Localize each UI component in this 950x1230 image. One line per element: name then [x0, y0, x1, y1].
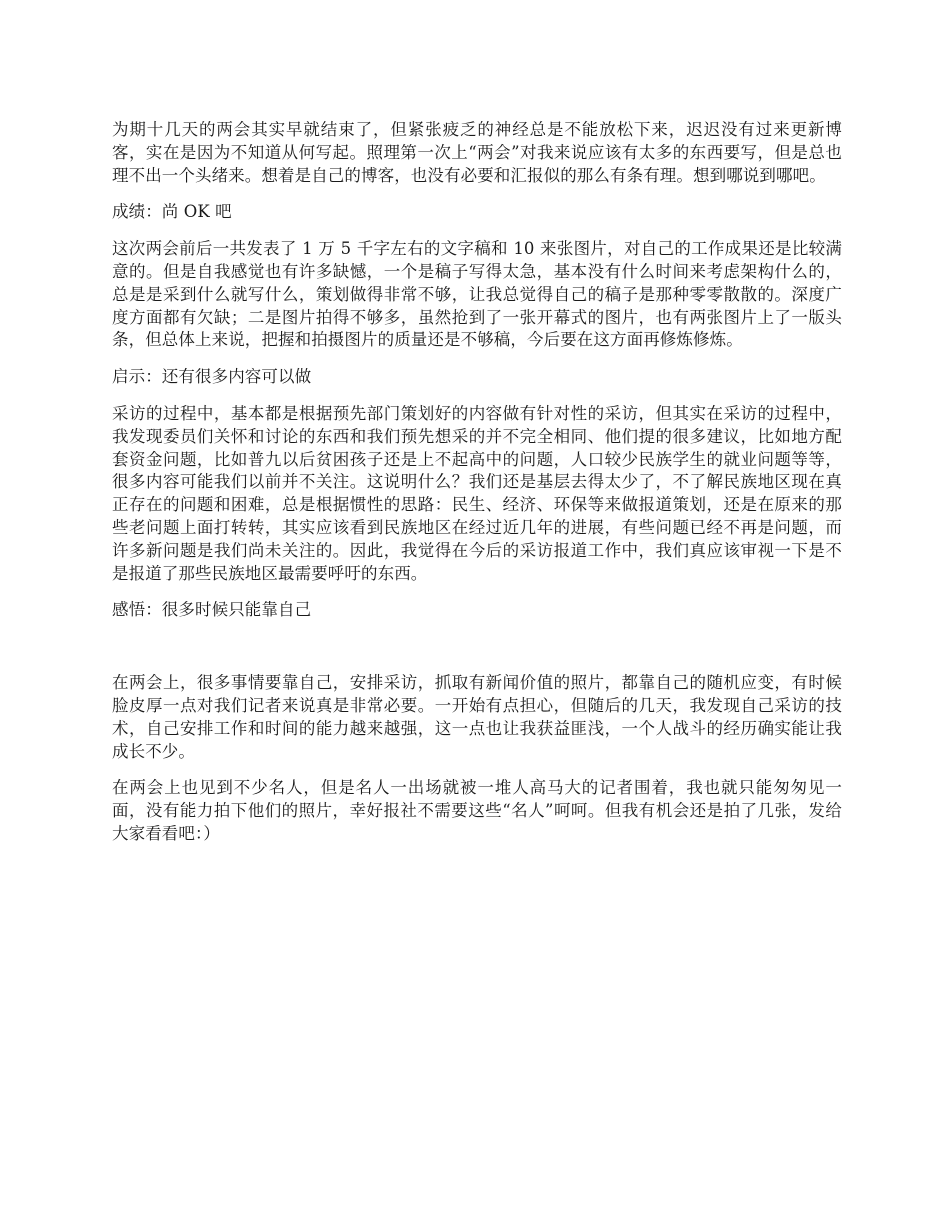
- results-paragraph: 这次两会前后一共发表了 1 万 5 千字左右的文字稿和 10 来张图片，对自己的工作成果还是比较满意的。但是自我感觉也有许多缺憾，一个是稿子写得太急，基本没有什么时间来考虑架构什么的，总是是采到什么就写什么，策划做得非常不够，让我总觉得自己的稿子是那种零零散散的。深度广度方面都有欠缺；二是图片拍得不够多，虽然抢到了一张开幕式的图片，也有两张图片上了一版头条，但总体上来说，把握和拍摄图片的质量还是不够稿，今后要在这方面再修炼修炼。: [112, 239, 842, 350]
- article-body: [112, 119, 842, 860]
- intro-paragraph: 为期十几天的两会其实早就结束了，但紧张疲乏的神经总是不能放松下来，迟迟没有过来更新博客，实在是因为不知道从何写起。照理第一次上“两会”对我来说应该有太多的东西要写，但是总也理不出一个头绪来。想着是自己的博客，也没有必要和汇报似的那么有条有理。想到哪说到哪吧。: [112, 120, 842, 185]
- section-heading-insights: 启示：还有很多内容可以做: [112, 367, 312, 387]
- closing-paragraph: 在两会上也见到不少名人，但是名人一出场就被一堆人高马大的记者围着，我也就只能匆匆见一面，没有能力拍下他们的照片，幸好报社不需要这些“名人”呵呵。但我有机会还是拍了几张，发给大家看看吧：）: [112, 778, 842, 843]
- insights-paragraph: 采访的过程中，基本都是根据预先部门策划好的内容做有针对性的采访，但其实在采访的过程中，我发现委员们关怀和讨论的东西和我们预先想采的并不完全相同、他们提的很多建议，比如地方配套资金问题，比如普九以后贫困孩子还是上不起高中的问题，人口较少民族学生的就业问题等等，很多内容可能我们以前并不关注。这说明什么？我们还是基层去得太少了，不了解民族地区现在真正存在的问题和困难，总是根据惯性的思路：民生、经济、环保等来做报道策划，还是在原来的那些老问题上面打转转，其实应该看到民族地区在经过近几年的进展，有些问题已经不再是问题，而许多新问题是我们尚未关注的。因此，我觉得在今后的采访报道工作中，我们真应该审视一下是不是报道了那些民族地区最需要呼吁的东西。: [112, 403, 842, 583]
- reflections-paragraph: 在两会上，很多事情要靠自己，安排采访，抓取有新闻价值的照片，都靠自己的随机应变，有时候脸皮厚一点对我们记者来说真是非常必要。一开始有点担心，但随后的几天，我发现自己采访的技术，自己安排工作和时间的能力越来越强，这一点也让我获益匪浅，一个人战斗的经历确实能让我成长不少。: [112, 673, 842, 761]
- section-heading-reflections: 感悟：很多时候只能靠自己: [112, 600, 312, 620]
- section-heading-results: 成绩：尚 OK 吧: [112, 202, 232, 222]
- blank-spacer: [112, 636, 842, 672]
